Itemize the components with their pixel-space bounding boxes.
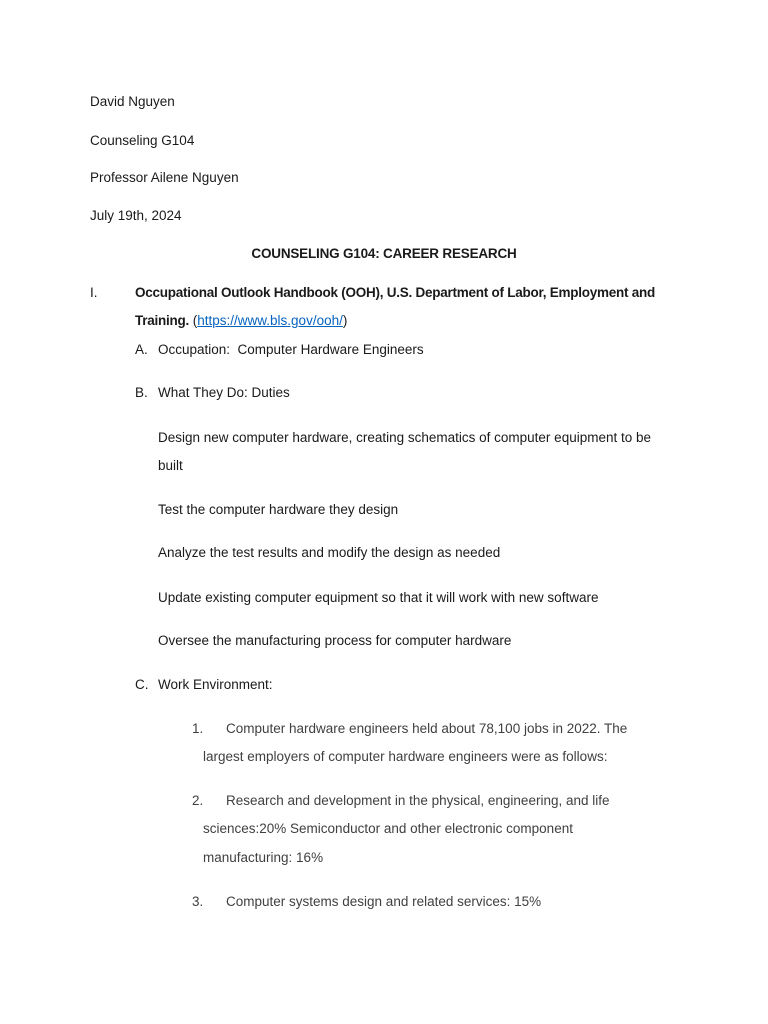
duty-line: Update existing computer equipment so that it will work with new software [158, 590, 599, 605]
subsection-label-work-environment: Work Environment: [158, 677, 273, 692]
duty-line: built [158, 458, 183, 473]
work-environment-item-line: Research and development in the physical, engineering, and life [226, 793, 610, 808]
duty-line: Oversee the manufacturing process for computer hardware [158, 633, 512, 648]
work-environment-item-line: Computer hardware engineers held about 78,100 jobs in 2022. The [226, 721, 628, 736]
subsection-marker-a: A. [135, 342, 148, 357]
link-paren-close: ) [342, 313, 348, 328]
section-heading-line-1: Occupational Outlook Handbook (OOH), U.S. Department of Labor, Employment and [135, 285, 656, 300]
work-environment-item-marker: 1. [192, 721, 204, 736]
work-environment-item-line: manufacturing: 16% [203, 850, 324, 865]
work-environment-item-line: largest employers of computer hardware engineers were as follows: [203, 749, 608, 764]
subsection-label-duties: What They Do: Duties [158, 385, 290, 400]
work-environment-item-line: Computer systems design and related services: 15% [226, 894, 542, 909]
section-marker: I. [90, 285, 98, 300]
link-paren-open: ( [189, 313, 198, 328]
professor-name: Professor Ailene Nguyen [90, 170, 239, 185]
subsection-marker-b: B. [135, 385, 148, 400]
work-environment-item-marker: 2. [192, 793, 204, 808]
author-name: David Nguyen [90, 94, 175, 109]
subsection-label-occupation: Occupation: Computer Hardware Engineers [158, 342, 424, 357]
document-date: July 19th, 2024 [90, 208, 182, 223]
document-title: COUNSELING G104: CAREER RESEARCH [251, 246, 517, 261]
subsection-marker-c: C. [135, 677, 149, 692]
work-environment-item-marker: 3. [192, 894, 204, 909]
section-heading-line-2 [135, 312, 347, 330]
duty-line: Test the computer hardware they design [158, 502, 399, 517]
course-name: Counseling G104 [90, 133, 195, 148]
section-heading-line-2-text: Training. [135, 313, 190, 328]
duty-line: Analyze the test results and modify the design as needed [158, 545, 501, 560]
work-environment-item-line: sciences:20% Semiconductor and other electronic component [203, 821, 573, 836]
source-link[interactable]: https://www.bls.gov/ooh/ [197, 313, 343, 328]
duty-line: Design new computer hardware, creating schematics of computer equipment to be [158, 430, 652, 445]
